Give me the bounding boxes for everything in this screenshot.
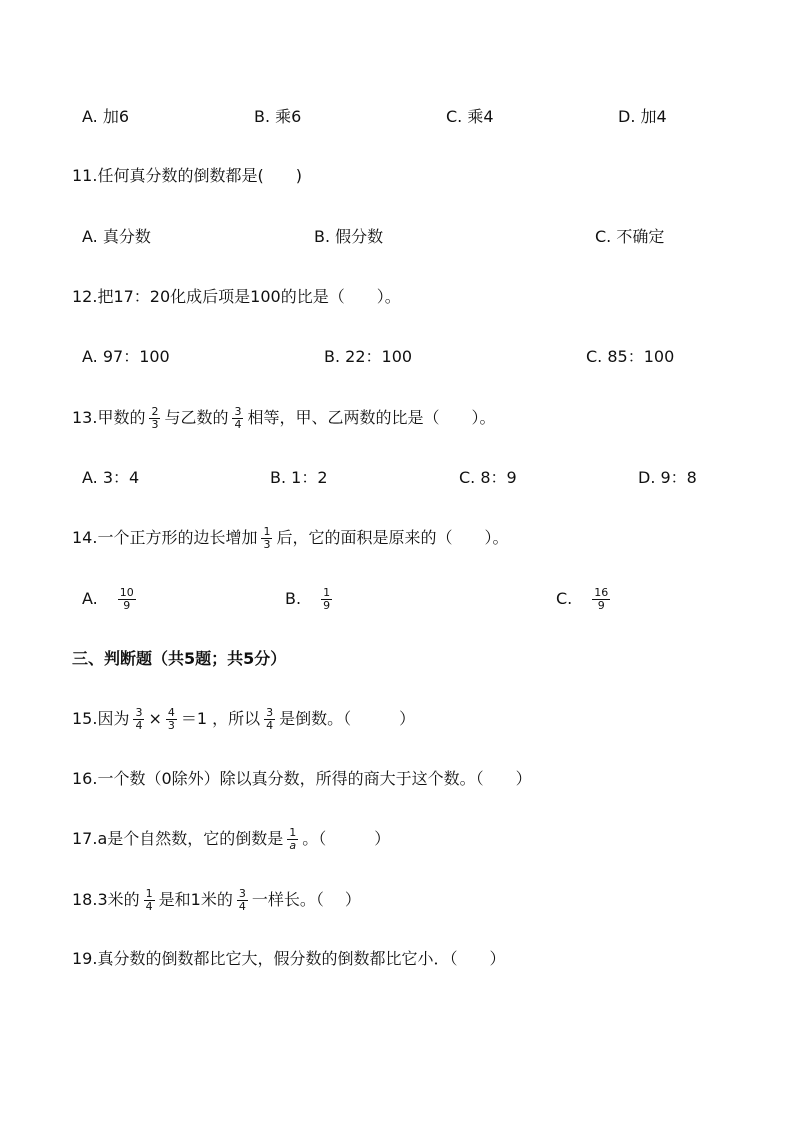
q14-fraction [261, 526, 272, 551]
q17-fraction-num: 1 [289, 825, 297, 839]
q15-suffix: 是倒数。（ ） [279, 709, 416, 728]
question-15 [72, 705, 415, 733]
q13-fraction-2-num: 3 [234, 404, 242, 418]
q12-option-a[interactable]: A. 97：100 [82, 347, 170, 366]
question-18 [72, 886, 361, 914]
q14-option-b-den: 9 [323, 598, 331, 612]
question-19: 19.真分数的倒数都比它大，假分数的倒数都比它小．（ ） [72, 949, 506, 968]
q15-fraction-1-den: 4 [135, 718, 143, 732]
question-16: 16.一个数（0除外）除以真分数，所得的商大于这个数。（ ） [72, 769, 532, 788]
q15-fraction-2-num: 4 [167, 705, 175, 719]
q14-option-c-label: C. [556, 589, 573, 608]
q15-fraction-2 [166, 707, 177, 732]
q18-fraction-2-den: 4 [238, 899, 246, 913]
q11-option-b[interactable]: B. 假分数 [314, 227, 384, 246]
q15-fraction-3 [264, 707, 275, 732]
q17-fraction-den: a [289, 838, 297, 852]
q13-option-c[interactable]: C. 8：9 [459, 468, 517, 487]
q13-fraction-2-den: 4 [234, 417, 242, 431]
q18-fraction-2 [237, 888, 248, 913]
q18-suffix: 一样长。（ ） [251, 890, 361, 909]
q10-option-d[interactable]: D. 加4 [618, 107, 667, 126]
q15-fraction-3-num: 3 [266, 705, 274, 719]
q13-mid: 与乙数的 [164, 408, 229, 427]
q13-option-a[interactable]: A. 3：4 [82, 468, 140, 487]
q14-prefix: 14.一个正方形的边长增加 [72, 528, 258, 547]
q14-option-c-num: 16 [594, 585, 609, 599]
q11-option-c[interactable]: C. 不确定 [595, 227, 665, 246]
q15-fraction-1 [133, 707, 144, 732]
q13-suffix: 相等，甲、乙两数的比是（ ）。 [247, 408, 496, 427]
q13-option-b[interactable]: B. 1：2 [270, 468, 328, 487]
q14-option-a-label: A. [82, 589, 98, 608]
q14-option-b[interactable] [285, 584, 336, 614]
q15-equals: ＝1 ，所以 [180, 709, 261, 728]
q14-option-c-fraction [592, 587, 610, 612]
q15-fraction-2-den: 3 [167, 718, 175, 732]
q17-prefix: 17.a是个自然数，它的倒数是 [72, 829, 284, 848]
q10-option-a[interactable]: A. 加6 [82, 107, 130, 126]
q18-fraction-1-den: 4 [145, 899, 153, 913]
q15-fraction-1-num: 3 [135, 705, 143, 719]
q14-option-a-fraction [118, 587, 136, 612]
q14-option-c[interactable] [556, 584, 614, 614]
q12-option-c[interactable]: C. 85：100 [586, 347, 675, 366]
q10-option-c[interactable]: C. 乘4 [446, 107, 494, 126]
q14-option-b-fraction [321, 587, 332, 612]
q14-option-b-num: 1 [323, 585, 331, 599]
q14-option-a[interactable] [82, 584, 140, 614]
q13-fraction-1 [149, 406, 160, 431]
q15-prefix: 15.因为 [72, 709, 130, 728]
q18-mid: 是和1米的 [158, 890, 233, 909]
q12-option-b[interactable]: B. 22：100 [324, 347, 413, 366]
q17-suffix: 。（ ） [302, 829, 391, 848]
q18-fraction-1 [144, 888, 155, 913]
q13-fraction-1-den: 3 [151, 417, 159, 431]
question-17 [72, 825, 390, 853]
q10-option-b[interactable]: B. 乘6 [254, 107, 302, 126]
q13-option-d[interactable]: D. 9：8 [638, 468, 697, 487]
q14-option-a-den: 9 [123, 598, 131, 612]
q14-option-a-num: 10 [119, 585, 134, 599]
q14-option-c-den: 9 [597, 598, 605, 612]
q13-prefix: 13.甲数的 [72, 408, 146, 427]
q18-fraction-2-num: 3 [238, 886, 246, 900]
q18-prefix: 18.3米的 [72, 890, 140, 909]
q14-option-b-label: B. [285, 589, 302, 608]
section-heading: 三、判断题（共5题；共5分） [72, 649, 287, 668]
q17-fraction [287, 827, 298, 852]
q14-fraction-den: 3 [263, 537, 271, 551]
q15-fraction-3-den: 4 [266, 718, 274, 732]
question-13 [72, 404, 495, 432]
q13-fraction-1-num: 2 [151, 404, 159, 418]
question-12: 12.把17：20化成后项是100的比是（ ）。 [72, 287, 401, 306]
question-11: 11.任何真分数的倒数都是( ) [72, 166, 302, 185]
q14-suffix: 后，它的面积是原来的（ ）。 [276, 528, 509, 547]
question-14 [72, 524, 508, 552]
q15-times: × [148, 709, 162, 728]
q13-fraction-2 [232, 406, 243, 431]
q14-fraction-num: 1 [263, 524, 271, 538]
q11-option-a[interactable]: A. 真分数 [82, 227, 151, 246]
q18-fraction-1-num: 1 [145, 886, 153, 900]
